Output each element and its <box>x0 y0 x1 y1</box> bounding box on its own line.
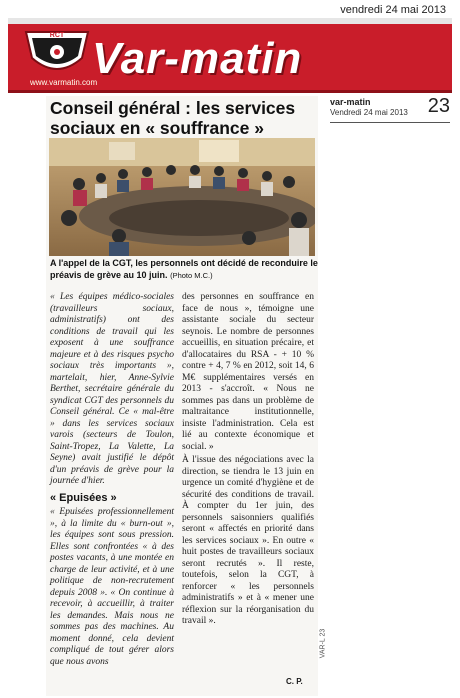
edition-date: vendredi 24 mai 2013 <box>340 4 446 16</box>
folio-date: Vendredi 24 mai 2013 <box>330 108 408 117</box>
page-folio <box>330 96 452 120</box>
masthead <box>8 18 452 93</box>
photo-credit: (Photo M.C.) <box>170 270 213 280</box>
article-column-2 <box>182 292 314 630</box>
author-initials: C. P. <box>286 677 303 686</box>
crest-text: RCT <box>49 32 65 39</box>
page-reference: VAR-L 23 <box>319 628 327 659</box>
paragraph: « Epuisées professionnellement », à la limite du « burn-out », les équipes sont sous pression. Elles sont confrontées « à des postes vacants, à une montée en charge de leur activité, et à une politique de non-recrutement depuis 2008 ». « On continue à recevoir, à accueillir, à traiter les demandes. Mais nous ne sommes pas des machines. Au moment donné, cela devient compliqué de tout gérer alors que nous avons <box>50 507 174 667</box>
newspaper-url: www.varmatin.com <box>30 78 98 87</box>
newspaper-title: Var-matin <box>92 34 303 83</box>
folio-rule <box>330 122 450 123</box>
masthead-stripe <box>8 18 452 24</box>
paragraph: des personnes en souffrance en face de nous », témoigne une assistante sociale du secteur seynois. Le nombre de personnes accueillis, en situation précaire, et d'allocataires du RSA - + 10 % contre + 4, 7 % en 2012, soit 14, 6 M€ supplémentaires versés en 2013 - s'accroît. « Nous ne sommes pas dans un problème de maltraitance institutionnelle, insiste l'administration. Cela est lié au contexte économique et social. » <box>182 292 314 452</box>
caption-text: A l'appel de la CGT, les personnels ont décidé de reconduire le préavis de grève au 10 juin. <box>50 258 318 280</box>
folio-brand: var-matin <box>330 97 371 107</box>
article-headline: Conseil général : les services sociaux en « souffrance » <box>50 98 296 138</box>
page-number: 23 <box>427 95 450 117</box>
article-column-1 <box>50 292 174 670</box>
photo-caption <box>50 258 318 281</box>
paragraph: « Les équipes médico-sociales (travailleurs sociaux, administratifs) ont des conditions de travail qui les exposent à une souffrance majeure et à des risques psycho sociaux très importants », martelait, hier, Anne-Sylvie Berthet, secrétaire générale du syndicat CGT des personnels du Conseil général. Ce « mal-être » dans les services sociaux varois (secteurs de Toulon, Saint-Tropez, La Valette, La Seyne) avait justifié le dépôt d'un préavis de grève pour la journée d'hier. <box>50 292 174 486</box>
subheading: « Epuisées » <box>50 491 117 504</box>
paragraph: À l'issue des négociations avec la direction, se tiendra le 13 juin en urgence un comité d'hygiène et de sécurité des conditions de travail. À compter du 1er juin, des personnels saisonniers qualifiés seront « affectés en priorité dans les services sociaux ». En outre « huit postes de travailleurs sociaux seront recrutés ». Il reste, toutefois, selon la CGT, à renforcer « les personnels administratifs » et à « mener une réflexion sur la réorganisation du travail ». <box>182 455 314 626</box>
rct-crest-icon <box>22 28 92 80</box>
meeting-photo <box>49 138 315 256</box>
